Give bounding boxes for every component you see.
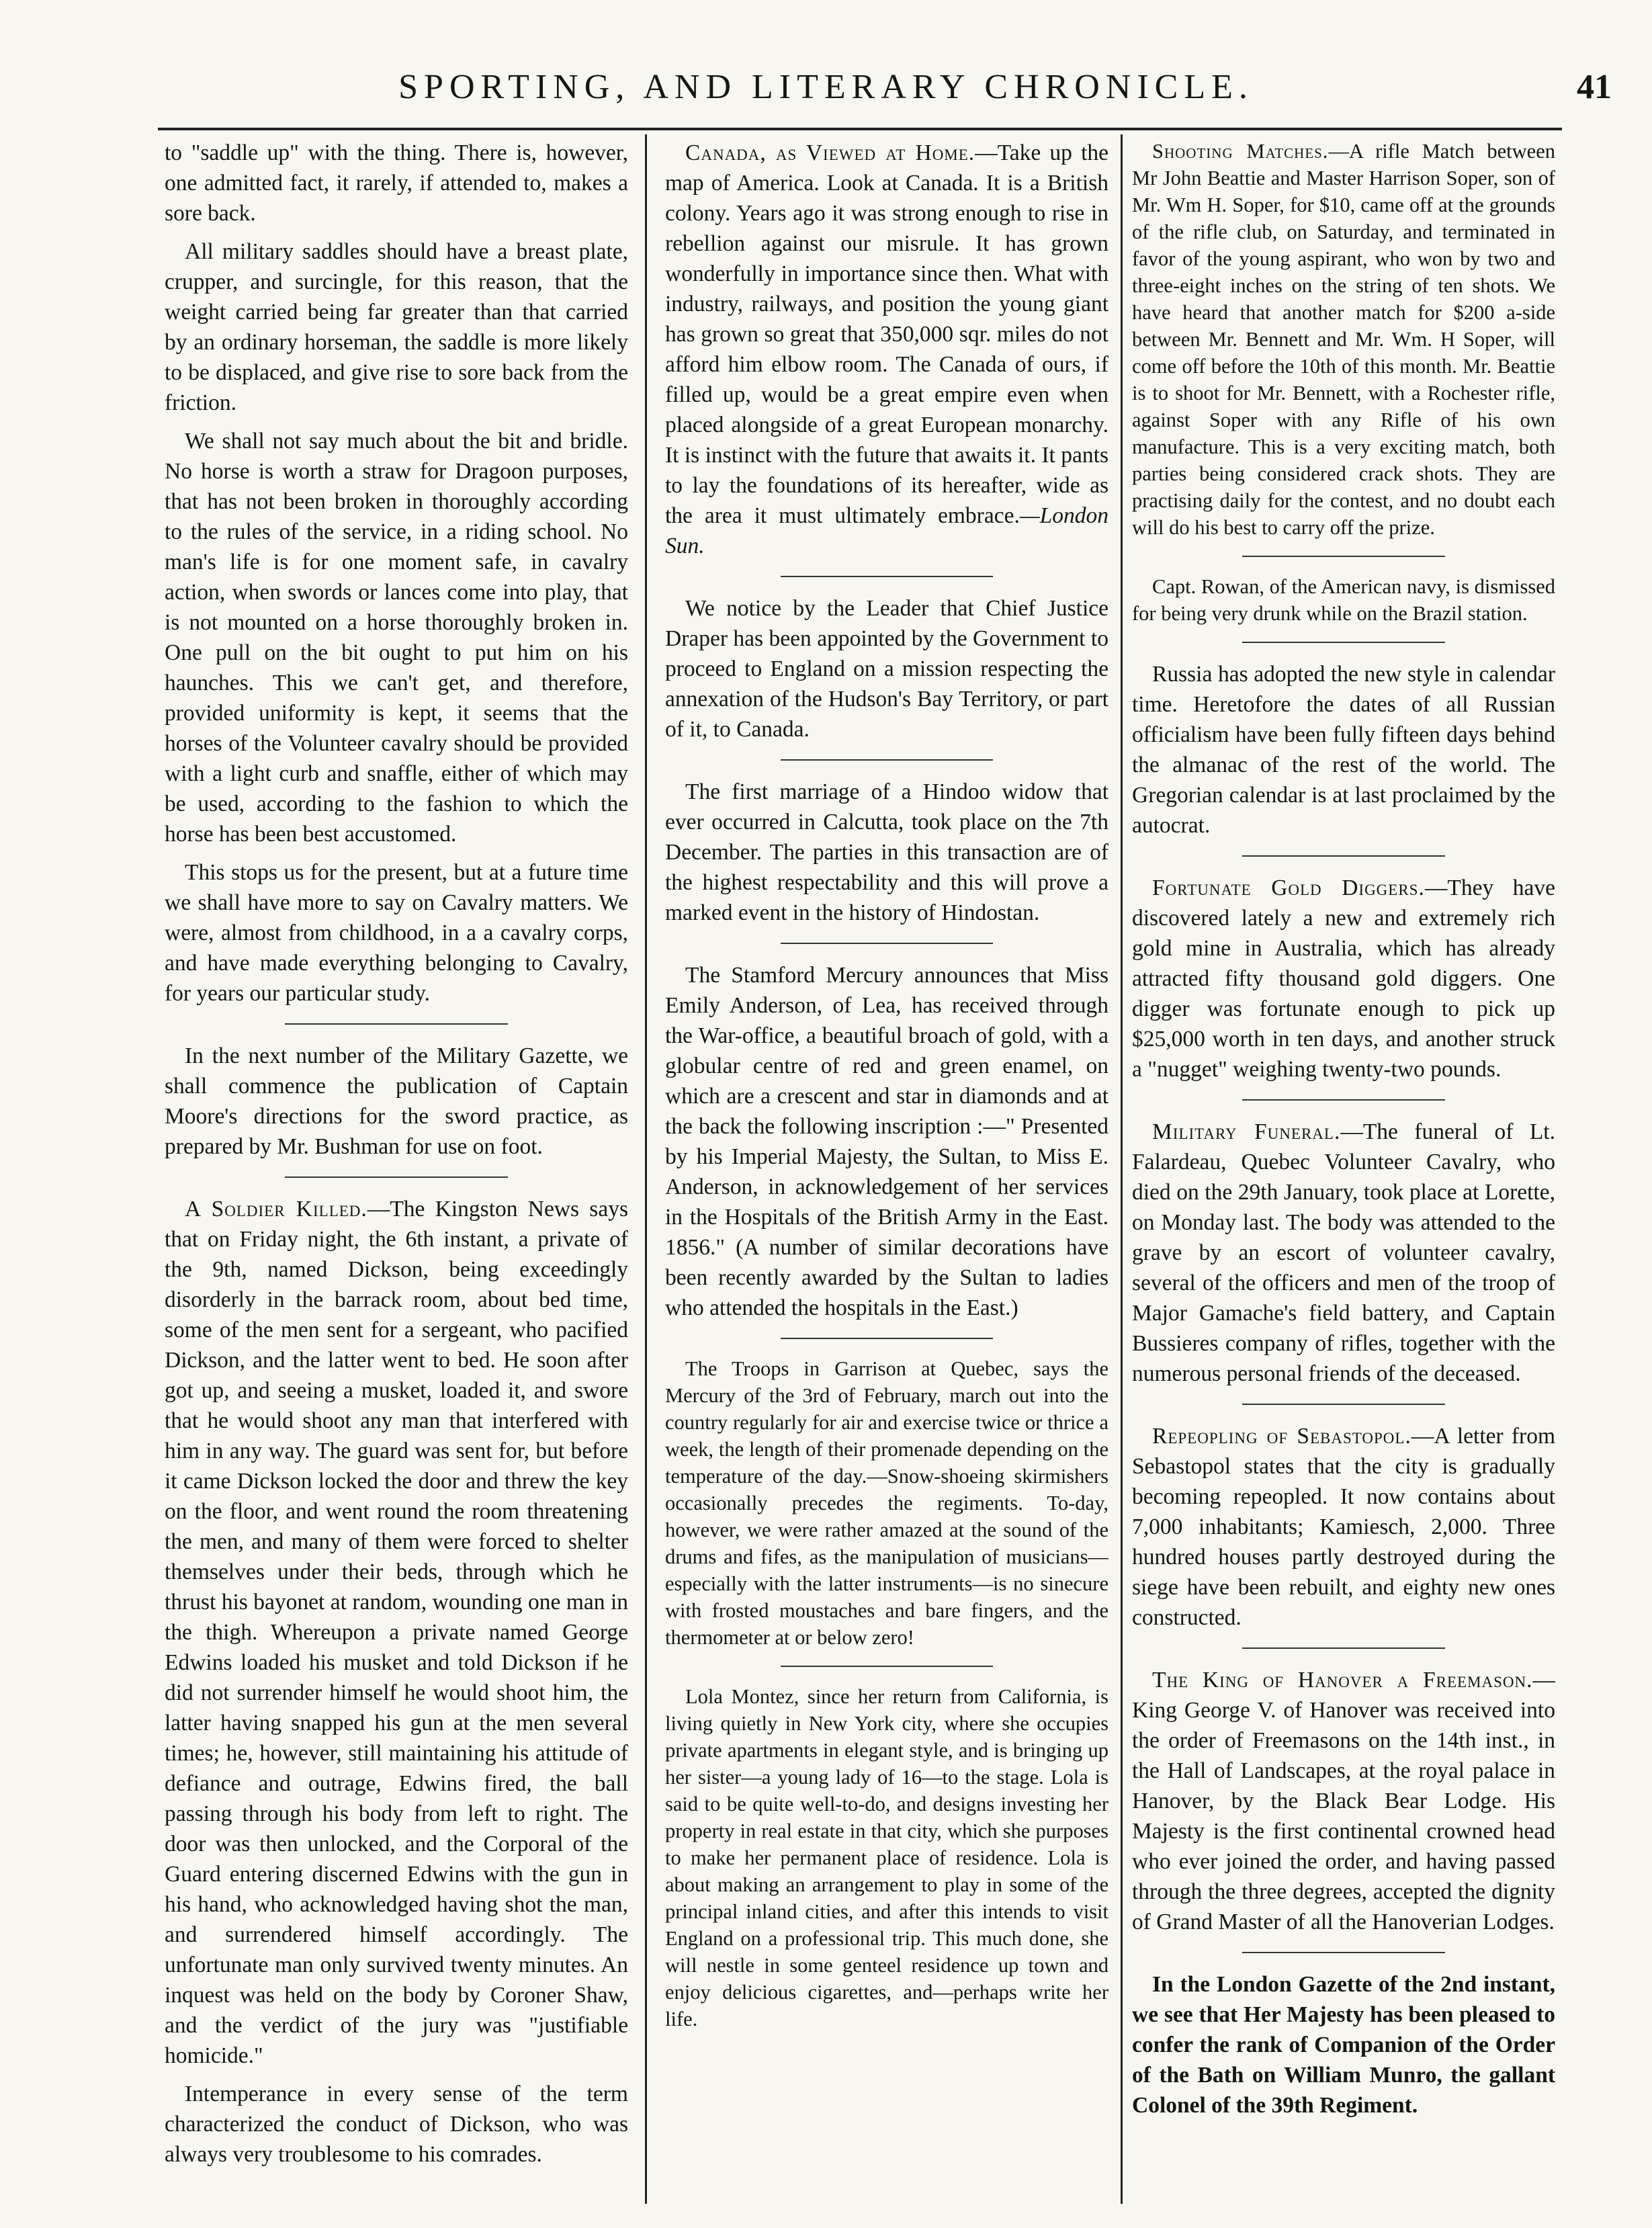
article-heading: Repeopling of Sebastopol. (1152, 1424, 1411, 1449)
column-1 (165, 138, 628, 2187)
article-soldier-killed (165, 1194, 628, 2071)
article-paragraph: This stops us for the present, but at a future time we shall have more to say on Cavalry matters. We were, almost from childhood, in a a cavalry corps, and have made everything belonging to Cavalry, for years our particular study. (165, 860, 628, 1006)
column-3 (1132, 138, 1555, 2187)
page-number: 41 (1577, 68, 1612, 106)
article-paragraph: to "saddle up" with the thing. There is, however, one admitted fact, it rarely, if attended to, makes a sore back. (165, 140, 628, 226)
article-heading: Canada, as Viewed at Home. (685, 140, 975, 165)
article-separator (1242, 1099, 1445, 1101)
article-separator (285, 1023, 507, 1025)
article-paragraph: We notice by the Leader that Chief Justice Draper has been appointed by the Government to proceed to England on a mission respecting the annexation of the Hudson's Bay Territory, or part of it, to Canada. (665, 596, 1108, 742)
article-paragraph: Capt. Rowan, of the American navy, is dismissed for being very drunk while on the Brazil station. (1132, 575, 1555, 625)
article-paragraph: Lola Montez, since her return from California, is living quietly in New York city, where she occupies private apartments in elegant style, and is bringing up her sister—a young lady of 16—to the stage. Lola is said to be quite well-to-do, and designs investing her property in real estate in that city, which she purposes to make her permanent place of residence. Lola is about making an arrangement to play in some of the principal inland cities, and after this intends to visit England on a professional trip. This much done, she will nestle in some genteel residence up town and enjoy delicious cigarettes, and—perhaps write her life. (665, 1685, 1108, 2030)
article-separator (1242, 855, 1445, 857)
article-paragraph: All military saddles should have a breast plate, crupper, and surcingle, for this reason, that the weight carried being far greater than that carried by an ordinary horseman, the saddle is more likely to be displaced, and give rise to sore back from the friction. (165, 239, 628, 415)
running-title: SPORTING, AND LITERARY CHRONICLE. (398, 68, 1254, 106)
article-body: —A rifle Match between Mr John Beattie and Master Harrison Soper, son of Mr. Wm H. Soper, for $10, came off at the grounds of the rifle club, on Saturday, and terminated in favor of the young aspirant, who won by two and three-eight inches on the string of ten shots. We have heard that another match for $200 a-side between Mr. Bennett and Mr. Wm. H Soper, will come off before the 10th of this month. Mr. Beattie is to shoot for Mr. Bennett, with a Rochester rifle, against Soper with any Rifle of his own manufacture. This is a very exciting match, both parties being considered crack shots. They are practising daily for the contest, and no doubt each will do his best to carry off the prize. (1132, 140, 1555, 539)
article-paragraph: The first marriage of a Hindoo widow that ever occurred in Calcutta, took place on the 7th December. The parties in this transaction are of the highest respectability and this will prove a marked event in the history of Hindostan. (665, 779, 1108, 925)
article-paragraph: In the London Gazette of the 2nd instant, we see that Her Majesty has been pleased to confer the rank of Companion of the Order of the Bath on William Munro, the gallant Colonel of the 39th Regiment. (1132, 1972, 1555, 2118)
article-body: —The Kingston News says that on Friday night, the 6th instant, a private of the 9th, named Dickson, being exceedingly disorderly in the barrack room, about bed time, some of the men sent for a sergeant, who pacified Dickson, and the latter went to bed. He soon after got up, and seeing a musket, loaded it, and swore that he would shoot any man that interfered with him in any way. The guard was sent for, but before it came Dickson locked the door and threw the key on the floor, and went round the room threatening the men, and many of them were forced to shelter themselves under their beds, through which he thrust his bayonet at random, wounding one man in the thigh. Whereupon a private named George Edwins loaded his musket and told Dickson if he did not surrender himself he would shoot him, the latter having snapped his gun at the men several times; he, however, still maintaining his attitude of defiance and outrage, Edwins fired, the ball passing through his body from left to right. The door was then unlocked, and the Corporal of the Guard entering discerned Edwins with the gun in his hand, who acknowledged having shot the man, and surrendered himself accordingly. The unfortunate man only survived twenty minutes. An inquest was held on the body by Coroner Shaw, and the verdict of the jury was "justifiable homicide." (165, 1197, 628, 2068)
article-separator (781, 1338, 994, 1339)
article-heading: Shooting Matches. (1152, 140, 1329, 163)
article-body: —They have discovered lately a new and extremely rich gold mine in Australia, which has already attracted fifty thousand gold diggers. One digger was fortunate enough to pick up $25,000 worth in ten days, and another struck a "nugget" weighing twenty-two pounds. (1132, 875, 1555, 1082)
article-body: —Take up the map of America. Look at Canada. It is a British colony. Years ago it was strong enough to rise in rebellion against our misrule. It has grown wonderfully in importance since then. What with industry, railways, and position the young giant has grown so great that 350,000 sqr. miles do not afford him elbow room. The Canada of ours, if filled up, would be a great empire even when placed alongside of a great European monarchy. It is instinct with the future that awaits it. It pants to lay the foundations of its hereafter, wide as the area it must ultimately embrace. (665, 140, 1108, 528)
article-source: —London Sun. (665, 503, 1108, 558)
article-body: —King George V. of Hanover was received into the order of Freemasons on the 14th inst., in the Hall of Landscapes, at the royal palace in Hanover, by the Black Bear Lodge. His Majesty is the first continental crowned head who ever joined the order, and having passed through the three degrees, accepted the dignity of Grand Master of all the Hanoverian Lodges. (1132, 1668, 1555, 1934)
header-rule (158, 128, 1562, 130)
column-divider-2 (1121, 134, 1123, 2204)
article-heading: A Soldier Killed. (185, 1197, 367, 1222)
article-separator (1242, 556, 1445, 557)
article-body: —The funeral of Lt. Falardeau, Quebec Volunteer Cavalry, who died on the 29th January, took place at Lorette, on Monday last. The body was attended to the grave by an escort of volunteer cavalry, several of the officers and men of the troop of Major Gamache's field battery, and Captain Bussieres company of rifles, together with the numerous personal friends of the deceased. (1132, 1119, 1555, 1386)
article-canada (665, 138, 1108, 561)
article-paragraph: We shall not say much about the bit and bridle. No horse is worth a straw for Dragoon purposes, that has not been broken in thoroughly according to the rules of the service, in a riding school. No man's life is for one moment safe, in cavalry action, when swords or lances come into play, that is not mounted on a horse thoroughly broken in. One pull on the bit ought to put him on his haunches. This we can't get, and therefore, provided uniformity is kept, it seems that the horses of the Volunteer cavalry should be provided with a light curb and snaffle, either of which may be used, according to the fashion to which the horse has been best accustomed. (165, 429, 628, 847)
column-2 (665, 138, 1108, 2187)
article-separator (1242, 642, 1445, 643)
article-separator (285, 1176, 507, 1178)
article-heading: The King of Hanover a Freemason. (1152, 1668, 1533, 1693)
article-shooting-matches (1132, 138, 1555, 541)
article-separator (781, 759, 994, 761)
article-paragraph: Russia has adopted the new style in calendar time. Heretofore the dates of all Russian officialism have been fully fifteen days behind the almanac of the rest of the world. The Gregorian calendar is at last proclaimed by the autocrat. (1132, 662, 1555, 838)
article-body: —A letter from Sebastopol states that the city is gradually becoming repeopled. It now contains about 7,000 inhabitants; Kamiesch, 2,000. Three hundred houses partly destroyed during the siege have been rebuilt, and eighty new ones constructed. (1132, 1424, 1555, 1630)
article-heading: Military Funeral. (1152, 1119, 1341, 1144)
article-paragraph: Intemperance in every sense of the term characterized the conduct of Dickson, who was always very troublesome to his comrades. (165, 2082, 628, 2167)
article-separator (781, 943, 994, 944)
article-separator (1242, 1952, 1445, 1953)
notice-paragraph: In the next number of the Military Gazette, we shall commence the publication of Captain Moore's directions for the sword practice, as prepared by Mr. Bushman for use on foot. (165, 1043, 628, 1159)
article-separator (781, 1666, 994, 1667)
article-separator (1242, 1647, 1445, 1649)
article-military-funeral (1132, 1117, 1555, 1389)
article-heading: Fortunate Gold Diggers. (1152, 875, 1425, 900)
article-hanover (1132, 1665, 1555, 1937)
column-divider-1 (645, 134, 647, 2204)
article-separator (1242, 1404, 1445, 1405)
article-paragraph: The Stamford Mercury announces that Miss Emily Anderson, of Lea, has received through the War-office, a beautiful broach of gold, with a globular centre of red and green enamel, on which are a crescent and star in diamonds and at the back the following inscription :—" Presented by his Imperial Majesty, the Sultan, to Miss E. Anderson, in acknowledgement of her services in the Hospitals of the British Army in the East. 1856." (A number of similar decorations have been recently awarded by the Sultan to ladies who attended the hospitals in the East.) (665, 963, 1108, 1320)
article-paragraph: The Troops in Garrison at Quebec, says the Mercury of the 3rd of February, march out into the country regularly for air and exercise twice or thrice a week, the length of their promenade depending on the temperature of the day.—Snow-shoeing skirmishers occasionally precedes the regiments. To-day, however, we were rather amazed at the sound of the drums and fifes, as the manipulation of musicians—especially with the latter instruments—is no sinecure with frosted moustaches and bare fingers, and the thermometer at or below zero! (665, 1357, 1108, 1649)
article-separator (781, 576, 994, 577)
article-sebastopol (1132, 1421, 1555, 1633)
article-gold-diggers (1132, 873, 1555, 1084)
